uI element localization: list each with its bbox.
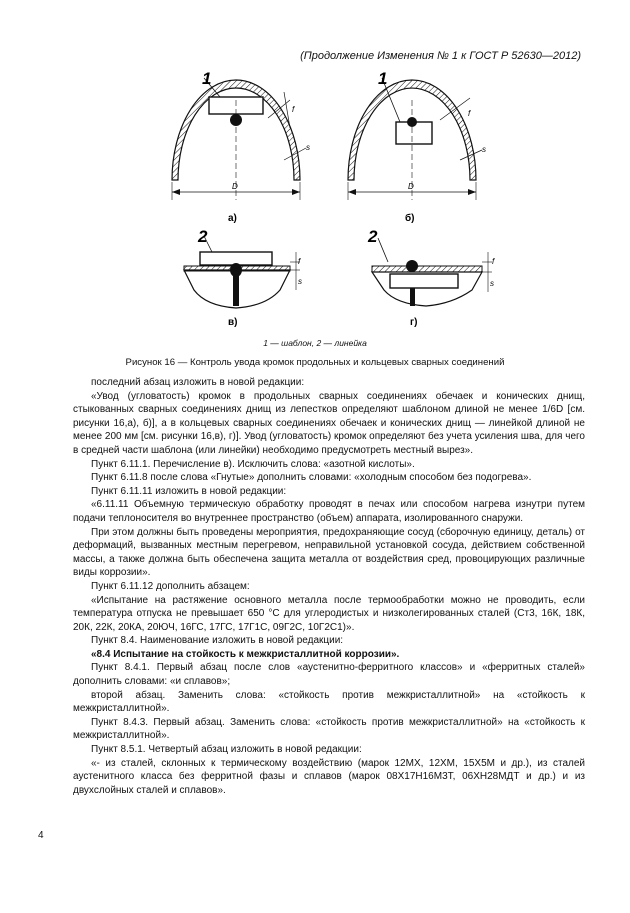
label-f-b: f — [468, 109, 471, 118]
weld-v — [230, 263, 242, 277]
running-header: (Продолжение Изменения № 1 к ГОСТ Р 52630—2012) — [300, 50, 581, 62]
paragraph: Пункт 8.5.1. Четвертый абзац изложить в новой редакции: — [91, 744, 362, 756]
document-body — [73, 376, 585, 797]
figure-legend: 1 — шаблон, 2 — линейка — [263, 338, 367, 348]
label-panel-a: а) — [228, 213, 237, 224]
label-panel-b: б) — [405, 213, 415, 224]
paragraph: «- из сталей, склонных к термическому воздействию (марок 12МХ, 12ХМ, 15Х5М и др.), из сталей аустенитного класса без ферритной фазы и сплавов (марок 08Х17Н16М3Т, 06ХН28МДТ и др.) и из двухслойных сталей и сплавов». — [73, 757, 585, 796]
paragraph: Пункт 6.11.11 изложить в новой редакции: — [91, 485, 287, 497]
label-f-v: f — [298, 257, 301, 266]
paragraph: Пункт 8.4.3. Первый абзац. Заменить слова: «стойкость против межкристаллитной» на «стойкость к межкристаллитной». — [73, 716, 585, 742]
paragraph: Пункт 6.11.1. Перечисление в). Исключить слова: «азотной кислоты». — [91, 458, 415, 470]
paragraph: последний абзац изложить в новой редакции: — [91, 377, 305, 388]
panel-v-drawing — [184, 227, 302, 328]
figure-caption: Рисунок 16 — Контроль увода кромок продольных и кольцевых сварных соединений — [125, 357, 505, 368]
label-D-a: D — [232, 182, 238, 191]
paragraph: «6.11.11 Объемную термическую обработку проводят в печах или способом нагрева изнутри путем подачи теплоносителя во внутреннее пространство (объем) аппарата, изолированного снаружи. — [73, 499, 585, 524]
panel-a-drawing — [172, 69, 310, 224]
weld-g — [406, 260, 418, 272]
paragraph: Пункт 6.11.8 после слова «Гнутые» дополнить словами: «холодным способом без подогрева». — [91, 472, 532, 484]
label-1-b: 1 — [378, 69, 388, 88]
label-f-a: f — [292, 105, 295, 114]
label-D-b: D — [408, 182, 414, 191]
label-2-v: 2 — [198, 227, 208, 246]
figure-16 — [0, 0, 630, 340]
label-1-a: 1 — [202, 69, 212, 88]
panel-b-drawing — [348, 69, 486, 224]
paragraph: «Испытание на растяжение основного металла после термообработки можно не проводить, если температура отпуска не превышает 650 °С для углеродистых и низколегированных сталей (Ст3, 16К, 18К, 20К, 22К, 20КА, 20ЮЧ, 16ГС, 17ГС, 17Г1С, 09Г2С, 10Г2С1)». — [73, 594, 585, 633]
label-f-g: f — [492, 257, 495, 266]
label-panel-g: г) — [410, 317, 418, 328]
paragraph: Пункт 8.4.1. Первый абзац после слов «аустенитно-ферритного классов» и «ферритных сталей» дополнить словами: «и сплавов»; — [73, 662, 585, 688]
label-2-g: 2 — [368, 227, 378, 246]
section-heading: «8.4 Испытание на стойкость к межкристаллитной коррозии». — [91, 648, 400, 660]
ruler-g — [390, 274, 458, 288]
label-s-g: s — [490, 279, 494, 288]
paragraph: Пункт 6.11.12 дополнить абзацем: — [91, 580, 250, 592]
label-s-b: s — [482, 145, 486, 154]
label-s-v: s — [298, 277, 302, 286]
paragraph: «Увод (угловатость) кромок в продольных сварных соединениях обечаек и конических днищ, стыкованных сварных соединениях днищ из лепестков определяют шаблоном длиной не менее 1/6D [см. рисунки 16,а), б)], а в кольцевых сварных соединениях обечаек и конических днищ — линейкой длиной не менее 200 мм [см. рисунки 16,в), г)]. Увод (угловатость) кромок определяют без учета усиления шва, для чего в средней части шаблона (или линейки) необходимо предусмотреть местный вырез». — [73, 390, 585, 456]
page-number: 4 — [38, 830, 44, 841]
label-s-a: s — [306, 143, 310, 152]
label-panel-v: в) — [228, 317, 238, 328]
panel-g-drawing — [367, 227, 495, 328]
paragraph: При этом должны быть проведены мероприятия, предохраняющие сосуд (сборочную единицу, деталь) от деформаций, вызванных местным перегревом, неправильной установкой сосуда, действием собственной массы, а также должна быть обеспечена защита металла от воздействия сред, провоцирующих различные виды коррозии». — [73, 526, 585, 579]
paragraph: Пункт 8.4. Наименование изложить в новой редакции: — [91, 635, 344, 647]
paragraph: второй абзац. Заменить слова: «стойкость против межкристаллитной» на «стойкость к межкристаллитной». — [73, 689, 585, 715]
